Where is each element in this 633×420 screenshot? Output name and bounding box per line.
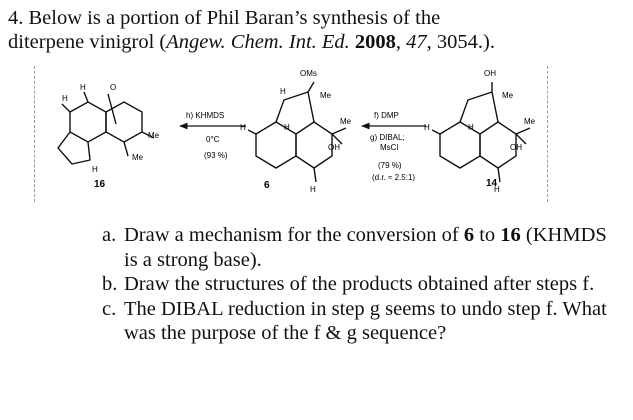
svg-text:H: H (80, 83, 86, 92)
reaction-temperature: 0°C (206, 135, 220, 144)
question-line-2: diterpene vinigrol (Angew. Chem. Int. Ed. 2008, 47, 3054.). (8, 31, 495, 53)
svg-text:H: H (240, 123, 246, 132)
compound-16-o-label: O (110, 83, 117, 92)
question-number: 4. (8, 7, 24, 29)
reaction-yield-fg: (79 %) (378, 161, 402, 170)
svg-text:Me: Me (340, 117, 352, 126)
journal-volume: 47 (406, 31, 427, 53)
question-header (8, 6, 495, 54)
svg-text:H: H (92, 165, 98, 174)
question-intro: Below is a portion of Phil Baran’s synthesis of the (28, 7, 441, 29)
journal-page: 3054.). (436, 31, 495, 53)
part-c: c. The DIBAL reduction in step g seems to undo step f. What was the purpose of the f & g sequence? (102, 297, 607, 344)
svg-text:H: H (284, 123, 290, 132)
svg-text:H: H (280, 87, 286, 96)
svg-text:Me: Me (502, 91, 514, 100)
svg-text:H: H (494, 185, 500, 194)
reaction-yield-h: (93 %) (204, 151, 228, 160)
reagent-khmds: h) KHMDS (186, 111, 225, 120)
svg-text:H: H (468, 123, 474, 132)
compound-14-label: 14 (486, 178, 498, 189)
compound-6-label: 6 (264, 180, 270, 191)
compound-6-structure (248, 82, 346, 182)
svg-text:OH: OH (510, 143, 522, 152)
diastereomeric-ratio: (d.r. ≈ 2.5:1) (372, 173, 416, 182)
svg-text:H: H (310, 185, 316, 194)
compound-16-me-label: Me (148, 131, 160, 140)
journal-year: 2008 (354, 31, 396, 53)
question-line-1 (8, 6, 495, 30)
svg-text:Me: Me (320, 91, 332, 100)
journal-name: Angew. Chem. Int. Ed. (166, 31, 350, 53)
compound-16-label: 16 (94, 179, 106, 190)
compound-6-oh-label: OH (328, 143, 340, 152)
reagent-dmp: f) DMP (374, 111, 399, 120)
part-b: b. Draw the structures of the products obtained after steps f. (102, 273, 595, 295)
svg-text:Me: Me (524, 117, 536, 126)
part-a: a. Draw a mechanism for the conversion of 6 to 16 (KHMDS is a strong base). (102, 224, 607, 271)
reaction-scheme (28, 64, 580, 202)
svg-text:Me: Me (132, 153, 144, 162)
compound-14-oh-label: OH (484, 69, 496, 78)
compound-14-structure (432, 82, 530, 182)
svg-text:H: H (424, 123, 430, 132)
question-parts (102, 223, 622, 346)
compound-16-h-label: H (62, 94, 68, 103)
reagent-dibal: g) DIBAL; (370, 133, 405, 142)
compound-6-oms-label: OMs (300, 69, 317, 78)
reagent-mscl: MsCl (380, 143, 399, 152)
